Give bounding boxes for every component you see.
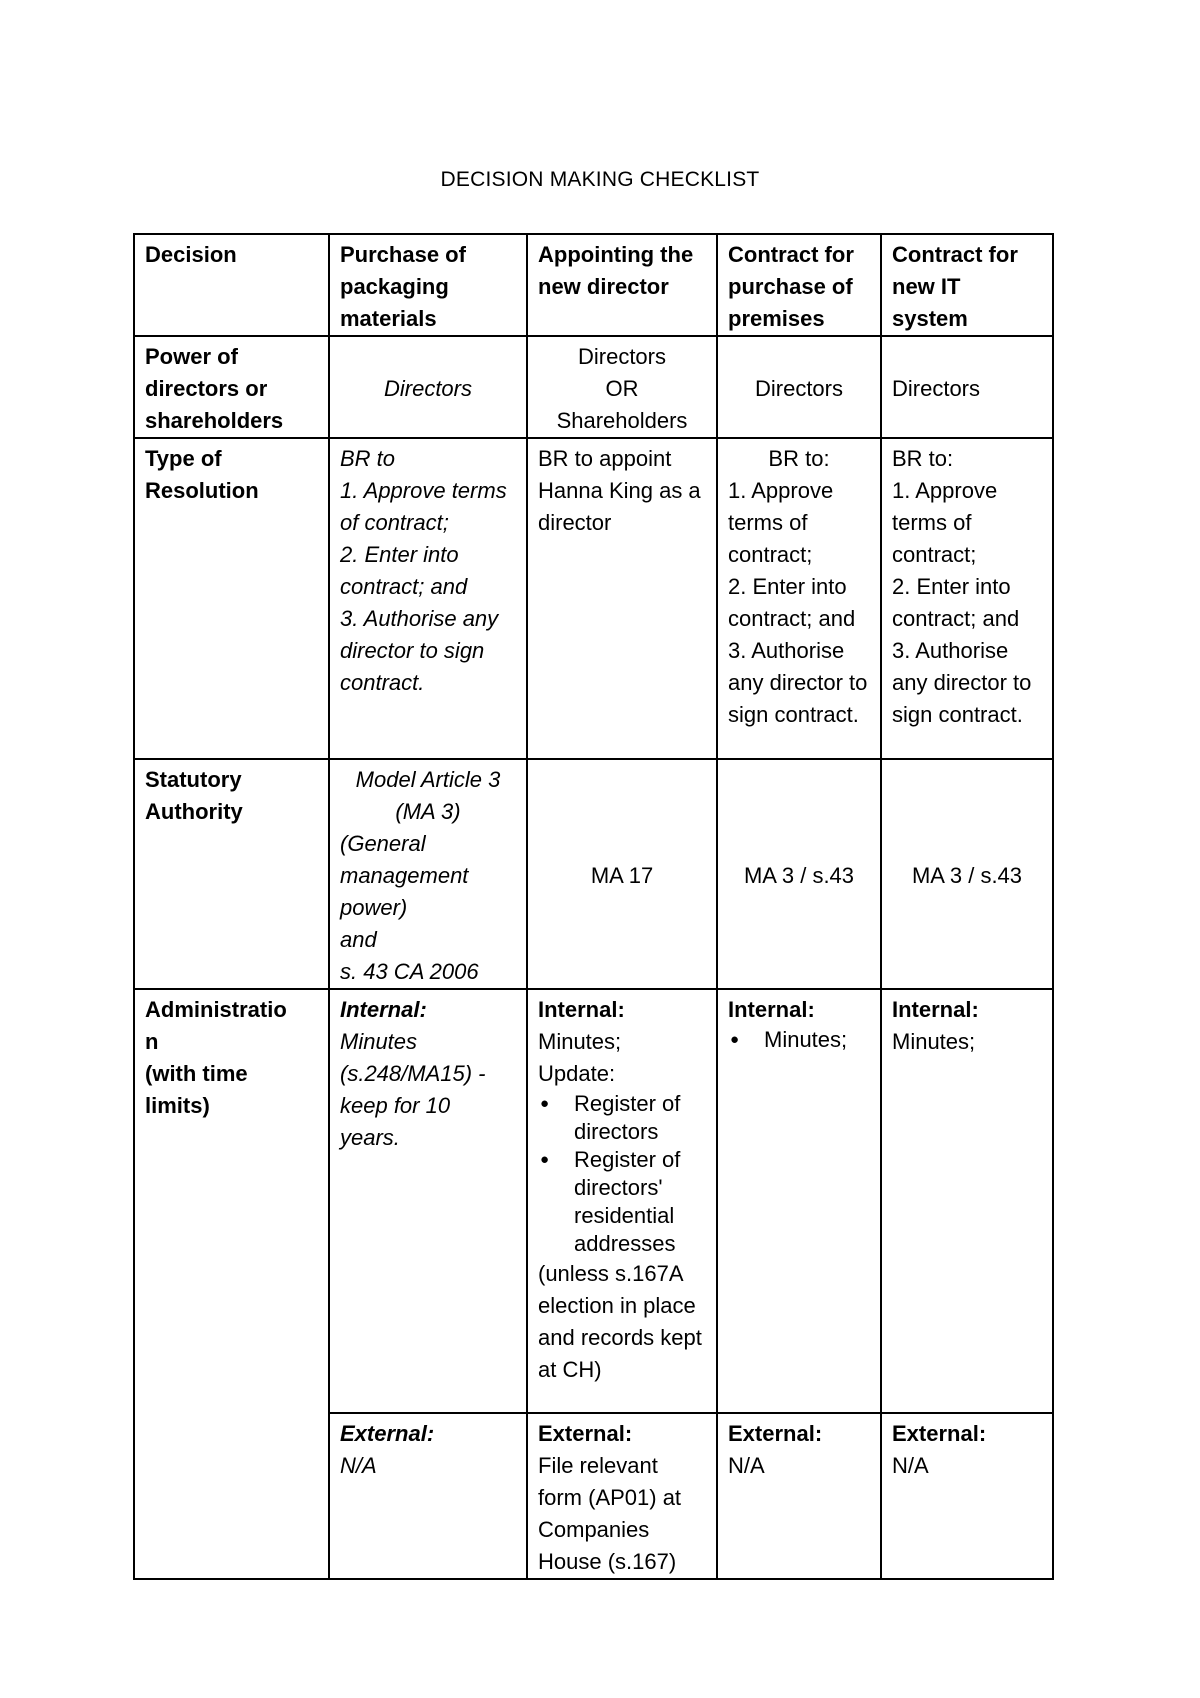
resolution-director: BR to appoint Hanna King as a director bbox=[527, 438, 717, 759]
internal-premises-bullets bbox=[728, 1026, 870, 1054]
power-director: Directors OR Shareholders bbox=[527, 336, 717, 438]
resolution-row bbox=[134, 438, 1053, 759]
statutory-row bbox=[134, 759, 1053, 989]
resolution-packaging: BR to 1. Approve terms of contract; 2. Enter into contract; and 3. Authorise any director to sign contract. bbox=[329, 438, 527, 759]
resolution-it: BR to: 1. Approve terms of contract; 2. Enter into contract; and 3. Authorise any director to sign contract. bbox=[881, 438, 1053, 759]
internal-director-bullets bbox=[538, 1090, 706, 1258]
external-premises: External: N/A bbox=[717, 1413, 881, 1579]
administration-label: Administratio n (with time limits) bbox=[134, 989, 329, 1579]
statutory-label: Statutory Authority bbox=[134, 759, 329, 989]
statutory-packaging: Model Article 3 (MA 3) (General management power) and s. 43 CA 2006 bbox=[329, 759, 527, 989]
internal-packaging: Internal: Minutes (s.248/MA15) - keep for 10 years. bbox=[329, 989, 527, 1413]
external-packaging: External: N/A bbox=[329, 1413, 527, 1579]
internal-it: Internal: Minutes; bbox=[881, 989, 1053, 1413]
header-decision: Decision bbox=[134, 234, 329, 336]
external-director: External: File relevant form (AP01) at Companies House (s.167) bbox=[527, 1413, 717, 1579]
header-contract-it: Contract for new IT system bbox=[881, 234, 1053, 336]
power-it: Directors bbox=[881, 336, 1053, 438]
statutory-it: MA 3 / s.43 bbox=[881, 759, 1053, 989]
power-row bbox=[134, 336, 1053, 438]
decision-checklist-table bbox=[133, 233, 1054, 1580]
list-item: ● Register of directors' residential addresses bbox=[538, 1146, 706, 1258]
administration-internal-row bbox=[134, 989, 1053, 1413]
statutory-director: MA 17 bbox=[527, 759, 717, 989]
header-purchase-packaging: Purchase of packaging materials bbox=[329, 234, 527, 336]
power-label: Power of directors or shareholders bbox=[134, 336, 329, 438]
internal-director: Internal: Minutes; Update: ● Register of directors ● Register of directors' residential addresses (unless s.167A election in place and records kept at CH) bbox=[527, 989, 717, 1413]
list-item: ● Minutes; bbox=[728, 1026, 870, 1054]
statutory-premises: MA 3 / s.43 bbox=[717, 759, 881, 989]
external-it: External: N/A bbox=[881, 1413, 1053, 1579]
header-contract-premises: Contract for purchase of premises bbox=[717, 234, 881, 336]
header-appointing-director: Appointing the new director bbox=[527, 234, 717, 336]
resolution-label: Type of Resolution bbox=[134, 438, 329, 759]
table-header-row bbox=[134, 234, 1053, 336]
page-title: DECISION MAKING CHECKLIST bbox=[440, 168, 760, 191]
internal-premises: Internal: ● Minutes; bbox=[717, 989, 881, 1413]
power-packaging: Directors bbox=[329, 336, 527, 438]
resolution-premises: BR to: 1. Approve terms of contract; 2. Enter into contract; and 3. Authorise any director to sign contract. bbox=[717, 438, 881, 759]
list-item: ● Register of directors bbox=[538, 1090, 706, 1146]
power-premises: Directors bbox=[717, 336, 881, 438]
